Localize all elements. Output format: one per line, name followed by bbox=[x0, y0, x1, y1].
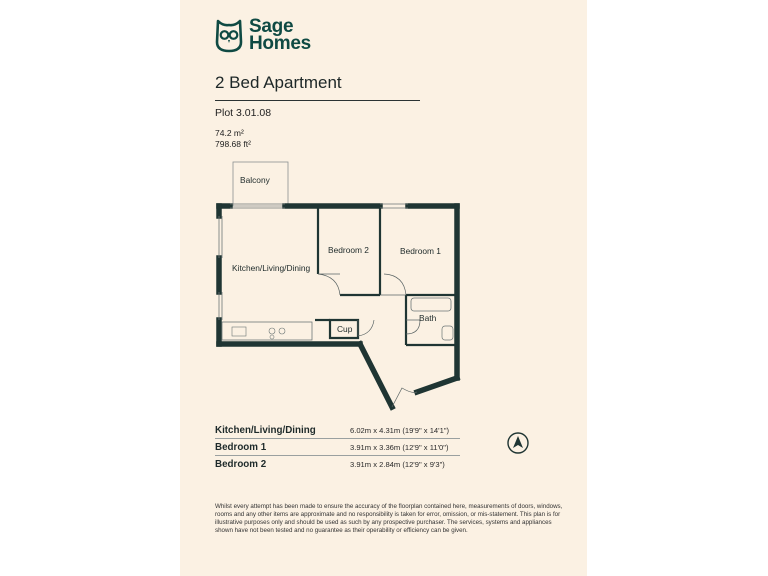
dimension-room-name: Bedroom 2 bbox=[215, 459, 267, 470]
cup-label: Cup bbox=[337, 324, 353, 334]
bathtub bbox=[411, 298, 451, 311]
basin bbox=[442, 326, 453, 340]
owl-icon bbox=[214, 16, 244, 54]
dimension-room-size: 3.91m x 2.84m (12'9" x 9'3") bbox=[350, 460, 445, 469]
wall-diagonal-left bbox=[360, 344, 392, 407]
balcony-label: Balcony bbox=[240, 175, 270, 185]
floor-area bbox=[215, 128, 251, 150]
bedroom1-label: Bedroom 1 bbox=[400, 246, 441, 256]
kitchen-counter bbox=[222, 322, 312, 340]
wall-diagonal-right bbox=[417, 378, 457, 392]
kitchen-label: Kitchen/Living/Dining bbox=[232, 263, 311, 273]
area-metric: 74.2 m² bbox=[215, 128, 244, 138]
dimension-room-size: 3.91m x 3.36m (12'9" x 11'0") bbox=[350, 443, 449, 452]
brand-logo bbox=[214, 16, 311, 54]
north-arrow-icon bbox=[507, 432, 529, 454]
brand-wordmark bbox=[249, 18, 311, 52]
dimension-room-name: Kitchen/Living/Dining bbox=[215, 425, 316, 436]
title-divider bbox=[215, 100, 420, 101]
bedroom2-label: Bedroom 2 bbox=[328, 245, 369, 255]
area-imperial: 798.68 ft² bbox=[215, 139, 251, 149]
brand-line-1: Sage bbox=[249, 16, 294, 37]
dimension-row bbox=[215, 422, 460, 439]
dimension-row bbox=[215, 456, 460, 472]
brand-line-2: Homes bbox=[249, 33, 311, 54]
dimension-room-name: Bedroom 1 bbox=[215, 442, 267, 453]
plot-number: Plot 3.01.08 bbox=[215, 107, 272, 119]
floorplan bbox=[180, 150, 480, 415]
disclaimer-text: Whilst every attempt has been made to ensure the accuracy of the floorplan contained here, measurements of doors, windows, rooms and any other items are approximate and no responsibility is taken for error, omission, or mis-statement. This plan is for illustrative purposes only and should be used as such by any prospective purchaser. The services, systems and appliances shown have not been tested and no guarantee as their operability or efficiency can be given. bbox=[215, 503, 563, 535]
dimension-room-size: 6.02m x 4.31m (19'9" x 14'1") bbox=[350, 426, 450, 435]
bath-label: Bath bbox=[419, 313, 437, 323]
page-title: 2 Bed Apartment bbox=[215, 73, 342, 92]
dimension-row bbox=[215, 439, 460, 456]
room-dimensions-table bbox=[215, 422, 460, 472]
